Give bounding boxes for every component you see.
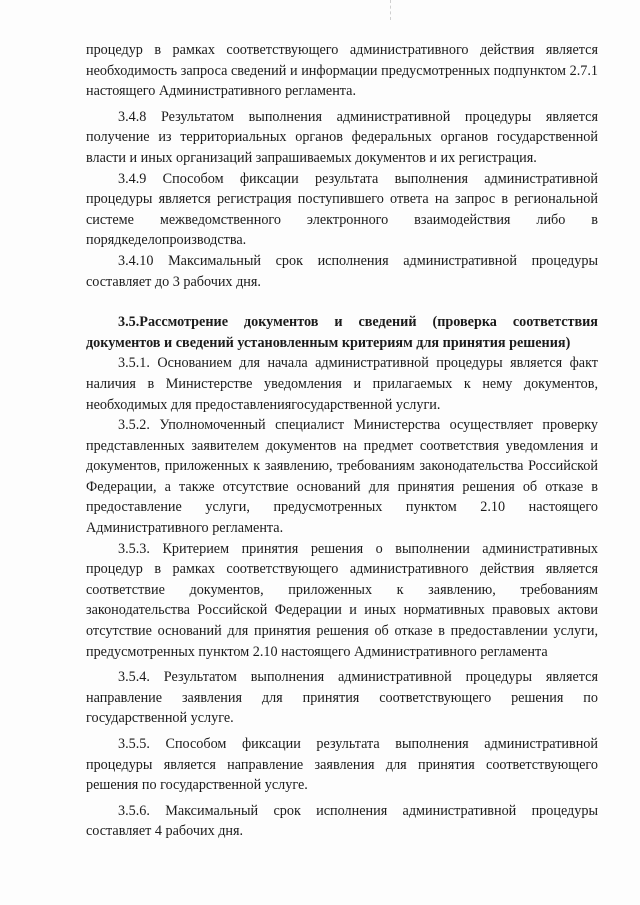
paragraph-continuation: процедур в рамках соответствующего административного действия является необходимость запроса сведений и информации предусмотренных подпунктом 2.7.1 настоящего Административного регламента. xyxy=(86,42,598,100)
document-body xyxy=(86,40,598,842)
paragraph-3-5-2: 3.5.2. Уполномоченный специалист Министерства осуществляет проверку представленных заявителем документов на предмет соответствия уведомления и документов, приложенных к заявлению, требованиям законодательства Российской Федерации, а также отсутствие оснований для принятия решения об отказе в предоставление услуги, предусмотренных пунктом 2.10 настоящего Административного регламента. xyxy=(86,417,598,537)
paragraph-3-4-9: 3.4.9 Способом фиксации результата выполнения административной процедуры является регистрация поступившего ответа на запрос в региональной системе межведомственного электронного взаимодействия либо в порядкеделопроизводства. xyxy=(86,170,598,249)
paragraph-3-5-4: 3.5.4. Результатом выполнения административной процедуры является направление заявления для принятия соответствующего решения по государственной услуге. xyxy=(86,669,598,727)
paragraph-3-5-6: 3.5.6. Максимальный срок исполнения административной процедуры составляет 4 рабочих дня. xyxy=(86,802,598,840)
paragraph-3-5-1: 3.5.1. Основанием для начала административной процедуры является факт наличия в Министерстве уведомления и прилагаемых к нему документов, необходимых для предоставлениягосударственной услуги. xyxy=(86,355,598,413)
scan-artifact xyxy=(390,0,392,20)
paragraph-3-5-3: 3.5.3. Критерием принятия решения о выполнении административных процедур в рамках соответствующего административного действия является соответствие документов, приложенных к заявлению, требованиям законодательства Российской Федерации и иных нормативных правовых актови отсутствие оснований для принятия решения об отказе в предоставлении услуги, предусмотренных пунктом 2.10 настоящего Административного регламента xyxy=(86,540,598,660)
paragraph-3-5-5: 3.5.5. Способом фиксации результата выполнения административной процедуры является направление заявления для принятия соответствующего решения по государственной услуге. xyxy=(86,736,598,794)
paragraph-3-4-10: 3.4.10 Максимальный срок исполнения административной процедуры составляет до 3 рабочих дня. xyxy=(86,252,598,290)
paragraph-3-4-8: 3.4.8 Результатом выполнения административной процедуры является получение из территориальных органов федеральных органов государственной власти и иных организаций запрашиваемых документов и их регистрация. xyxy=(86,108,598,166)
section-heading-3-5: 3.5.Рассмотрение документов и сведений (проверка соответствия документов и сведений установленным критериям для принятия решения) xyxy=(86,314,598,351)
